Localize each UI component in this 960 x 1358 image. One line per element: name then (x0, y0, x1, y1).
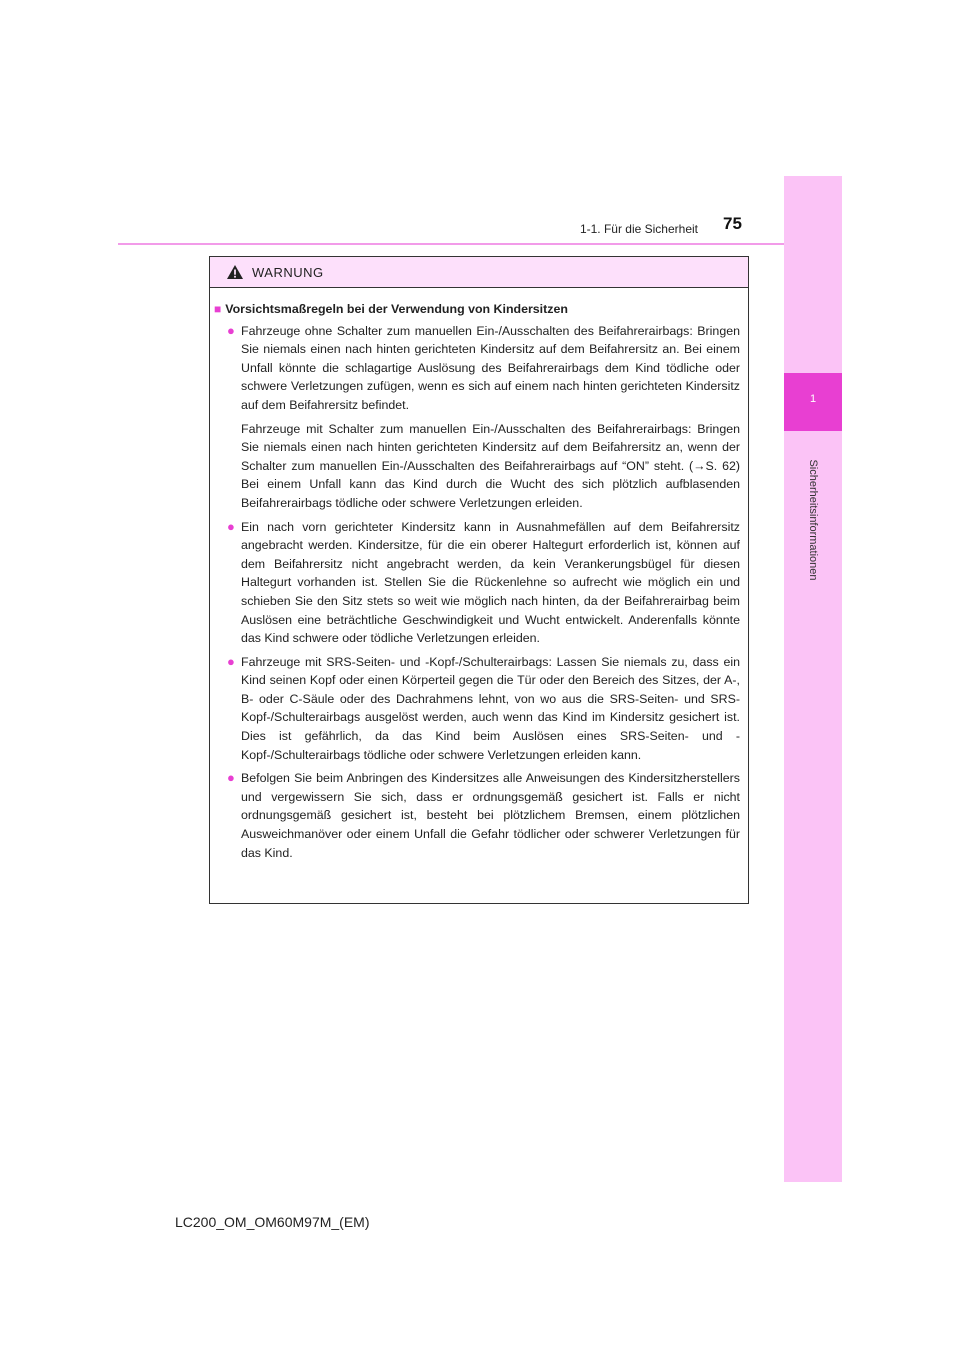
chapter-title: Sicherheitsinformationen (807, 459, 819, 581)
bullet-paragraph: Fahrzeuge mit Schalter zum manuellen Ein-/Ausschalten des Beifahrerairbags: Bringen Sie niemals einen nach hinten gerichteten Kindersitz auf dem Beifahrersitz an, wenn der Schalter zum manuellen Ein-/Ausschalten des Beifahrerairbags auf “ON” steht. (→S. 62) Bei einem Unfall kann das Kind durch die Wucht des sich plötzlich aufblasenden Beifahrerairbags tödliche oder schwere Verletzungen erleiden. (241, 421, 740, 510)
bullet-text (241, 769, 740, 862)
bullet-paragraph: Befolgen Sie beim Anbringen des Kindersitzes alle Anweisungen des Kindersitzherstellers und vergewissern Sie sich, dass er ordnungsgemäß gesichert ist. Falls er nicht ordnungsgemäß gesichert ist, besteht bei plötzlichem Bremsen, einem plötzlichen Ausweichmanöver oder einem Unfall die Gefahr tödlicher oder schwerer Verletzungen für das Kind. (241, 771, 740, 860)
warning-bullet-2 (227, 518, 740, 648)
chapter-number: 1 (809, 393, 817, 405)
warning-bullet-1 (227, 322, 740, 513)
bullet-text (241, 518, 740, 648)
bullet-dot-icon: ● (227, 770, 235, 786)
bullet-dot-icon: ● (227, 653, 235, 669)
warning-bullet-4 (227, 769, 740, 862)
document-code: LC200_OM_OM60M97M_(EM) (175, 1214, 370, 1230)
warning-section-title (214, 300, 740, 319)
bullet-dot-icon: ● (227, 518, 235, 534)
page-number: 75 (723, 214, 742, 233)
bullet-text (241, 322, 740, 513)
bullet-dot-icon: ● (227, 322, 235, 338)
bullet-paragraph: Ein nach vorn gerichteter Kindersitz kann in Ausnahmefällen auf dem Beifahrersitz angebracht werden. Kindersitze, für die ein oberer Haltegurt erforderlich ist, können auf dem Beifahrersitz nicht angebracht werden, da kein Verankerungsbügel für diesen Haltegurt vorhanden ist. Stellen Sie die Rückenlehne so aufrecht wie möglich ein und schieben Sie den Sitz stets so weit wie möglich nach hinten, da der Beifahrerairbag beim Auslösen eine beträchtliche Geschwindigkeit und Wucht entwickelt. Anderenfalls könnte das Kind schwere oder tödliche Verletzungen erleiden. (241, 519, 740, 646)
warning-title: WARNUNG (252, 264, 324, 280)
warning-section-title-text: Vorsichtsmaßregeln bei der Verwendung von Kindersitzen (225, 302, 568, 316)
bullet-text (241, 653, 740, 765)
bullet-paragraph: Fahrzeuge ohne Schalter zum manuellen Ein-/Ausschalten des Beifahrerairbags: Bringen Sie niemals einen nach hinten gerichteten Kindersitz auf dem Beifahrersitz an. Bei einem Unfall könnte die schlagartige Auslösung des Beifahrerairbags dem Kind tödliche oder schwere Verletzungen zufügen, wenn es sich auf einem nach hinten gerichteten Kindersitz auf dem Beifahrersitz befindet. (241, 323, 740, 412)
warning-header (210, 257, 748, 288)
warning-box (209, 256, 749, 904)
header-section-title: 1-1. Für die Sicherheit (579, 222, 698, 236)
chapter-side-tab (784, 176, 842, 1182)
square-bullet-icon: ■ (214, 302, 222, 316)
header-divider (118, 243, 784, 245)
chapter-number-badge (784, 373, 842, 431)
warning-triangle-icon (226, 264, 244, 280)
warning-bullet-3 (227, 653, 740, 765)
warning-body (210, 288, 748, 862)
bullet-paragraph: Fahrzeuge mit SRS-Seiten- und -Kopf-/Schulterairbags: Lassen Sie niemals zu, dass ein Kind seinen Kopf oder einen Körperteil gegen die Tür oder den Bereich des Sitzes, der A-, B- oder C-Säule oder des Dachrahmens lehnt, von wo aus die SRS-Seiten- und SRS-Kopf-/Schulterairbags ausgelöst werden, auch wenn das Kind im Kindersitz gesichert ist. Dies ist gefährlich, da das Kind beim Auslösen eines SRS-Seiten- und -Kopf-/Schulterairbags tödliche oder schwere Verletzungen erleiden kann. (241, 654, 740, 762)
